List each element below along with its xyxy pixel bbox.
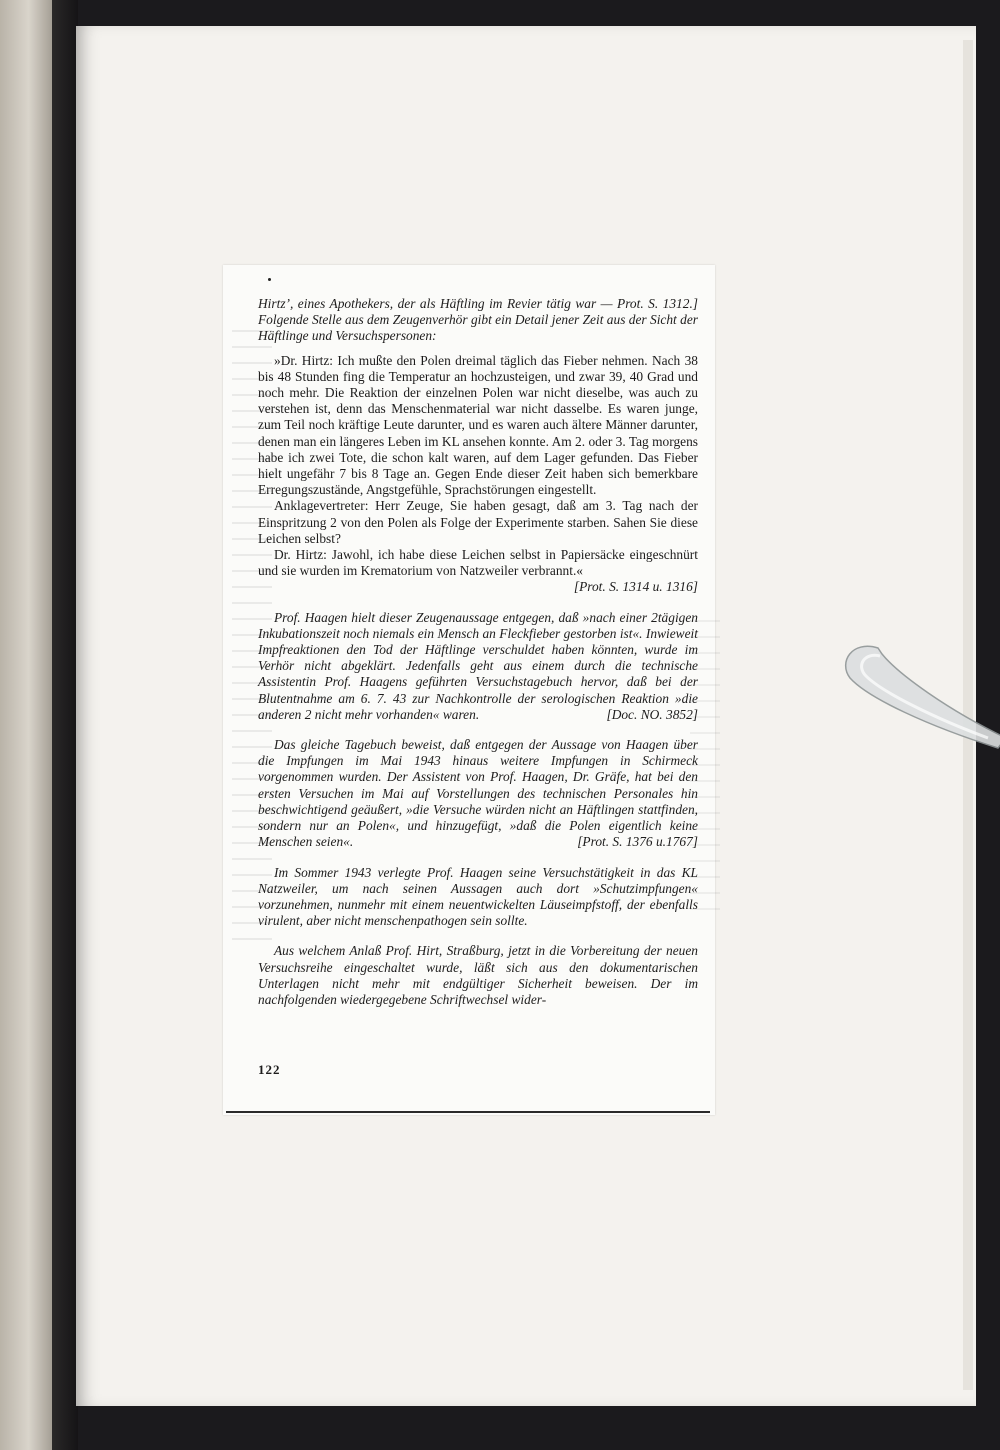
ink-dot xyxy=(268,278,271,281)
intro-paragraph: Hirtz’, eines Apothekers, der als Häftling im Revier tätig war — Prot. S. 1312.] Folgende Stelle aus dem Zeugenverhör gibt ein Detail jener Zeit aus der Sicht der Häftlinge und Versuchspersonen: xyxy=(258,296,698,344)
testimony-hirtz-1: »Dr. Hirtz: Ich mußte den Polen dreimal täglich das Fieber nehmen. Nach 38 bis 48 Stunden fing die Temperatur an hochzusteigen, und zwar 39, 40 Grad und noch mehr. Die Reaktion der einzelnen Polen war nicht dieselbe, was auch zu verstehen ist, denn das Menschenmaterial war nicht dasselbe. Es waren junge, zum Teil noch kräftige Leute darunter, und es waren auch ältere Männer darunter, denen man ein längeres Leben im KL ansehen konnte. Am 2. oder 3. Tag morgens habe ich zwei Tote, die schon kalt waren, auf dem Lager gefunden. Das Fieber hielt ungefähr 7 bis 8 Tage an. Gegen Ende dieser Zeit haben sich bemerkbare Erregungszustände, Angstgefühle, Sprachstörungen eingestellt. xyxy=(258,352,698,498)
paragraph-hirt: Aus welchem Anlaß Prof. Hirt, Straßburg, jetzt in die Vorbereitung der neuen Versuchsreihe eingeschaltet wurde, läßt sich aus den dokumentarischen Unterlagen nicht mehr mit endgültiger Sicherheit beweisen. Der im nachfolgenden wiedergegebene Schriftwechsel wider- xyxy=(258,943,698,1007)
testimony-prosecutor: Anklagevertreter: Herr Zeuge, Sie haben gesagt, daß am 3. Tag nach der Einspritzung 2 von den Polen als Folge der Experimente starben. Sahen Sie diese Leichen selbst? xyxy=(258,498,698,546)
left-page-edge xyxy=(0,0,52,1450)
paragraph-haagen-response xyxy=(258,610,698,723)
paragraph-diary-text: Das gleiche Tagebuch beweist, daß entgegen der Aussage von Haagen über die Impfungen im Mai 1943 hinaus weitere Impfungen in Schirmeck vorgenommen wurden. Der Assistent von Prof. Haagen, Dr. Gräfe, hat bei den ersten Versuchen im Mai auf Vorstellungen des technischen Personales hin beschwichtigend geäußert, »die Versuche würden nicht an Häftlingen stattfinden, sondern nur an Polen«, und hinzugefügt, »daß die Polen eigentlich keine Menschen seien«. xyxy=(258,737,698,850)
document-body xyxy=(258,296,698,1008)
paragraph-haagen-response-text: Prof. Haagen hielt dieser Zeugenaussage entgegen, daß »nach einer 2tägigen Inkubationszeit noch niemals ein Mensch an Fleckfieber gestorben ist«. Inwieweit Impfreaktionen den Tod der Häftlinge verschuldet haben könnten, wurde im Verhör nicht abgeklärt. Jedenfalls geht aus einem durch die technische Assistentin Prof. Haagens geführten Versuchstagebuch hervor, daß bei der Blutentnahme am 6. 7. 43 zur Nachkontrolle der serologischen Reaktion »die anderen 2 nicht mehr vorhanden« waren. xyxy=(258,609,698,722)
reference-protocol-1314: [Prot. S. 1314 u. 1316] xyxy=(573,579,698,595)
paragraph-diary xyxy=(258,737,698,850)
page-number: 122 xyxy=(258,1062,281,1077)
plastic-clip-icon xyxy=(838,640,1000,760)
reference-protocol-1376: [Prot. S. 1376 u.1767] xyxy=(577,834,698,850)
paragraph-natzweiler: Im Sommer 1943 verlegte Prof. Haagen seine Versuchstätigkeit in das KL Natzweiler, um nach seinen Aussagen auch dort »Schutzimpfungen« vorzunehmen, nunmehr mit einem neuentwickelten Läuseimpfstoff, der ebenfalls virulent, aber nicht menschenpathogen sein sollte. xyxy=(258,864,698,929)
testimony-hirtz-2: Dr. Hirtz: Jawohl, ich habe diese Leichen selbst in Papiersäcke eingeschnürt und sie wurden im Krematorium von Natzweiler verbrannt.« xyxy=(258,547,698,579)
book-gutter xyxy=(52,0,78,1450)
bottom-rule xyxy=(226,1111,710,1113)
reference-doc-no-3852: [Doc. NO. 3852] xyxy=(606,706,698,722)
